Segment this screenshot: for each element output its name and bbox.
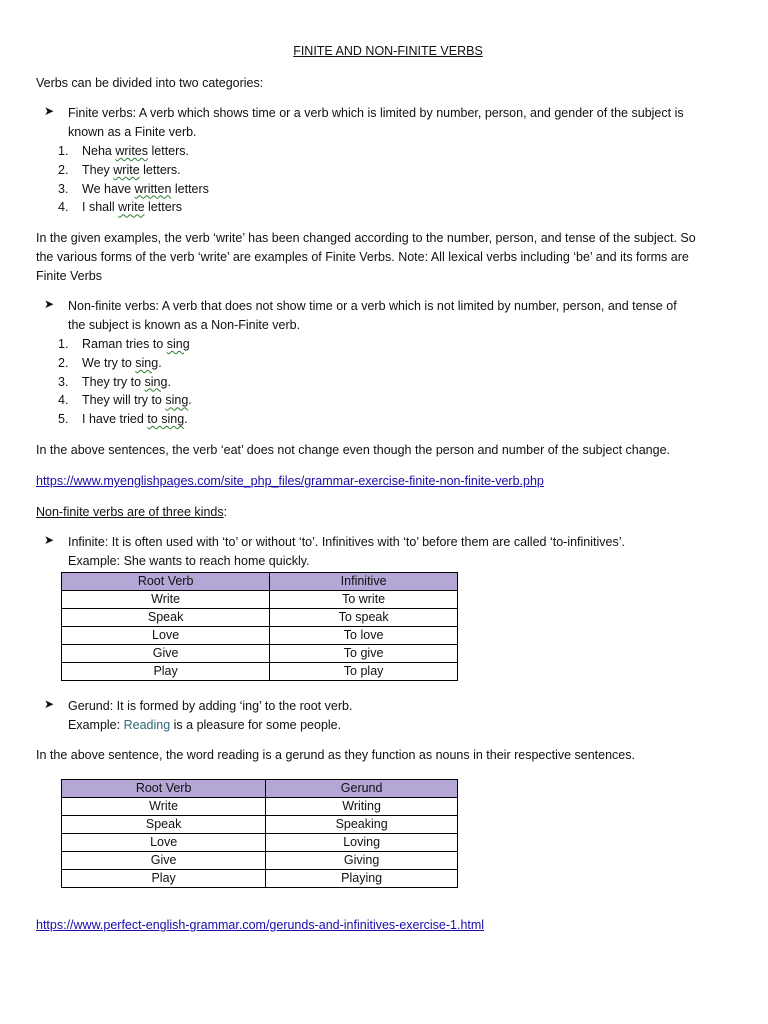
finite-definition-2: known as a Finite verb. (68, 125, 197, 139)
arrow-bullet-icon: ➤ (44, 533, 55, 547)
form-cell: Giving (266, 852, 458, 870)
table-row (62, 816, 458, 834)
form-cell: To love (270, 627, 458, 645)
finite-note (36, 229, 736, 286)
list-item (36, 198, 209, 217)
list-item (36, 161, 209, 180)
example-verb: write (118, 200, 145, 215)
form-cell: To give (270, 645, 458, 663)
example-text-end: letters. (139, 162, 181, 177)
list-item (36, 410, 192, 429)
example-text: Raman tries to (82, 337, 167, 351)
example-text-end: letters. (148, 144, 190, 158)
table-row (62, 852, 458, 870)
table-row (62, 591, 458, 609)
example-verb: writes (115, 144, 149, 158)
root-verb-cell: Write (62, 591, 270, 609)
infinite-example-text: She wants to reach home quickly. (120, 554, 310, 568)
example-verb: to sing (147, 412, 185, 427)
example-verb: sing (135, 355, 159, 370)
example-text-end: . (167, 374, 171, 389)
form-cell: Playing (266, 870, 458, 888)
finite-examples-list (36, 142, 209, 217)
gerund-example-rest: is a pleasure for some people. (170, 718, 342, 732)
form-cell: To play (270, 663, 458, 681)
gerund-heading: Gerund: (68, 699, 114, 713)
nonfinite-examples-list (36, 335, 192, 429)
example-verb: sing (166, 337, 190, 351)
list-item (36, 335, 192, 354)
infinite-definition: It is often used with ‘to’ or without ‘to’. Infinitives with ‘to’ before them are called ‘to-infinitives’. (108, 535, 625, 549)
exercise-link-2[interactable]: https://www.perfect-english-grammar.com/gerunds-and-infinitives-exercise-1.html (36, 918, 485, 932)
form-cell: Loving (266, 834, 458, 852)
gerund-definition: It is formed by adding ‘ing’ to the root verb. (113, 699, 353, 713)
gerund-note: In the above sentence, the word reading is a gerund as they function as nouns in their respective sentences. (36, 748, 635, 762)
finite-heading: Finite verbs: (68, 106, 137, 120)
page-title: FINITE AND NON-FINITE VERBS (293, 44, 483, 58)
table-header-root-verb: Root Verb (62, 573, 270, 591)
table-row (62, 645, 458, 663)
root-verb-cell: Love (62, 834, 266, 852)
nonfinite-verbs-bullet (36, 297, 736, 335)
example-text: They will try to (82, 393, 166, 408)
exercise-link-1[interactable]: https://www.myenglishpages.com/site_php_files/grammar-exercise-finite-non-finite-verb.php (36, 474, 544, 488)
table-header-root-verb: Root Verb (62, 780, 266, 798)
example-verb: written (134, 181, 172, 196)
arrow-bullet-icon: ➤ (44, 297, 55, 311)
table-row (62, 798, 458, 816)
finite-note-line-2: the various forms of the verb ‘write’ are examples of Finite Verbs. Note: All lexical verbs including ‘be’ and its forms are (36, 250, 689, 264)
gerund-bullet (36, 697, 736, 735)
root-verb-cell: Play (62, 663, 270, 681)
intro-text: Verbs can be divided into two categories: (36, 76, 264, 90)
root-verb-cell: Play (62, 870, 266, 888)
root-verb-cell: Speak (62, 609, 270, 627)
arrow-bullet-icon: ➤ (44, 104, 55, 118)
table-header-infinitive: Infinitive (270, 573, 458, 591)
table-row (62, 609, 458, 627)
kinds-heading: Non-finite verbs are of three kinds (36, 505, 224, 519)
table-row (62, 834, 458, 852)
nonfinite-heading: Non-finite verbs: (68, 299, 160, 313)
example-text-end: . (188, 393, 192, 408)
example-text: Neha (82, 144, 116, 158)
infinitive-table (61, 572, 458, 681)
list-item (36, 142, 209, 161)
example-text-end: letters (171, 181, 209, 196)
form-cell: To speak (270, 609, 458, 627)
nonfinite-note: In the above sentences, the verb ‘eat’ does not change even though the person and number of the subject change. (36, 443, 671, 457)
list-item (36, 354, 192, 373)
finite-verbs-bullet (36, 104, 736, 142)
list-number: 3. (58, 181, 69, 196)
table-row (62, 627, 458, 645)
list-item (36, 373, 192, 392)
example-text: They try to (82, 374, 145, 389)
list-number: 2. (58, 162, 69, 177)
root-verb-cell: Give (62, 852, 266, 870)
table-header-gerund: Gerund (266, 780, 458, 798)
example-verb: sing (144, 374, 168, 389)
finite-definition-1: A verb which shows time or a verb which is limited by number, person, and gender of the subject is (136, 106, 684, 120)
example-text-end: . (158, 355, 162, 370)
example-verb: sing (165, 393, 189, 408)
root-verb-cell: Write (62, 798, 266, 816)
finite-note-line-1: In the given examples, the verb ‘write’ has been changed according to the number, person, and tense of the subject. So (36, 231, 696, 245)
example-text: We try to (82, 355, 136, 370)
example-text-end: letters (144, 200, 183, 215)
list-number: 5. (58, 412, 69, 427)
kinds-colon: : (223, 505, 228, 519)
table-row (62, 663, 458, 681)
form-cell: To write (270, 591, 458, 609)
list-item (36, 391, 192, 410)
root-verb-cell: Speak (62, 816, 266, 834)
list-number: 3. (58, 374, 69, 389)
gerund-example-label: Example: (68, 718, 121, 732)
infinite-bullet (36, 533, 736, 571)
nonfinite-definition-2: the subject is known as a Non-Finite verb. (68, 318, 301, 332)
form-cell: Writing (266, 798, 458, 816)
kinds-heading-line (36, 503, 227, 522)
finite-note-line-3: Finite Verbs (36, 269, 103, 283)
arrow-bullet-icon: ➤ (44, 697, 55, 711)
example-verb: write (113, 162, 140, 177)
example-text: I have tried (82, 412, 148, 427)
root-verb-cell: Give (62, 645, 270, 663)
list-number: 1. (58, 337, 69, 351)
example-text: We have (82, 181, 135, 196)
list-number: 1. (58, 144, 69, 158)
table-row (62, 870, 458, 888)
list-number: 4. (58, 200, 69, 215)
example-text: I shall (82, 200, 119, 215)
root-verb-cell: Love (62, 627, 270, 645)
gerund-table (61, 779, 458, 888)
nonfinite-definition-1: A verb that does not show time or a verb which is not limited by number, person, and tense of (159, 299, 677, 313)
form-cell: Speaking (266, 816, 458, 834)
list-item (36, 180, 209, 199)
list-number: 2. (58, 355, 69, 370)
gerund-example-word: Reading (123, 718, 171, 732)
example-text-end: . (184, 412, 188, 427)
example-text: They (82, 162, 114, 177)
list-number: 4. (58, 393, 69, 408)
infinite-heading: Infinite: (68, 535, 109, 549)
infinite-example-label: Example: (68, 554, 121, 568)
